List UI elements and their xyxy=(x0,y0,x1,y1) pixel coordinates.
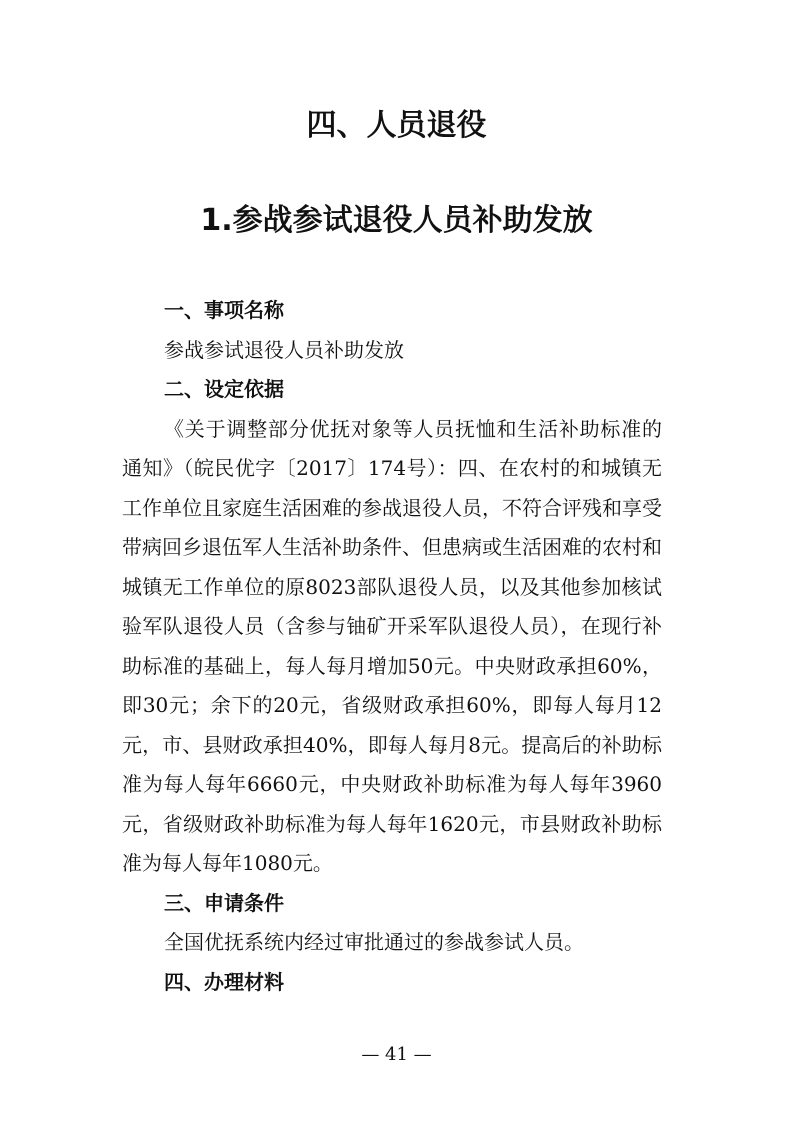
section-heading-legal-basis: 二、设定依据 xyxy=(164,377,284,401)
section-body-item-name: 参战参试退役人员补助发放 xyxy=(164,337,404,362)
section-body-legal-basis: 《关于调整部分优抚对象等人员抚恤和生活补助标准的通知》（皖民优字〔2017〕174号）：四、在农村的和城镇无工作单位且家庭生活困难的参战退役人员，不符合评残和享受带病回乡退伍军人生活补助条件、但患病或生活困难的农村和城镇无工作单位的原8023部队退役人员，以及其他参加核试验军队退役人员（含参与铀矿开采军队退役人员），在现行补助标准的基础上，每人每月增加50元。中央财政承担60%，即30元；余下的20元，省级财政承担60%，即每人每月12元，市、县财政承担40%，即每人每月8元。提高后的补助标准为每人每年6660元，中央财政补助标准为每人每年3960元，省级财政补助标准为每人每年1620元，市县财政补助标准为每人每年1080元。 xyxy=(122,416,662,875)
section-heading-item-name: 一、事项名称 xyxy=(164,298,284,322)
page-number: — 41 — xyxy=(361,1044,432,1065)
section-heading-materials: 四、办理材料 xyxy=(164,969,284,994)
chapter-title: 四、人员退役 xyxy=(306,108,487,143)
document-body xyxy=(122,291,662,1002)
section-heading-conditions: 三、申请条件 xyxy=(164,890,284,915)
item-title: 1.参战参试退役人员补助发放 xyxy=(200,203,593,238)
section-body-conditions: 全国优抚系统内经过审批通过的参战参试人员。 xyxy=(164,930,584,954)
